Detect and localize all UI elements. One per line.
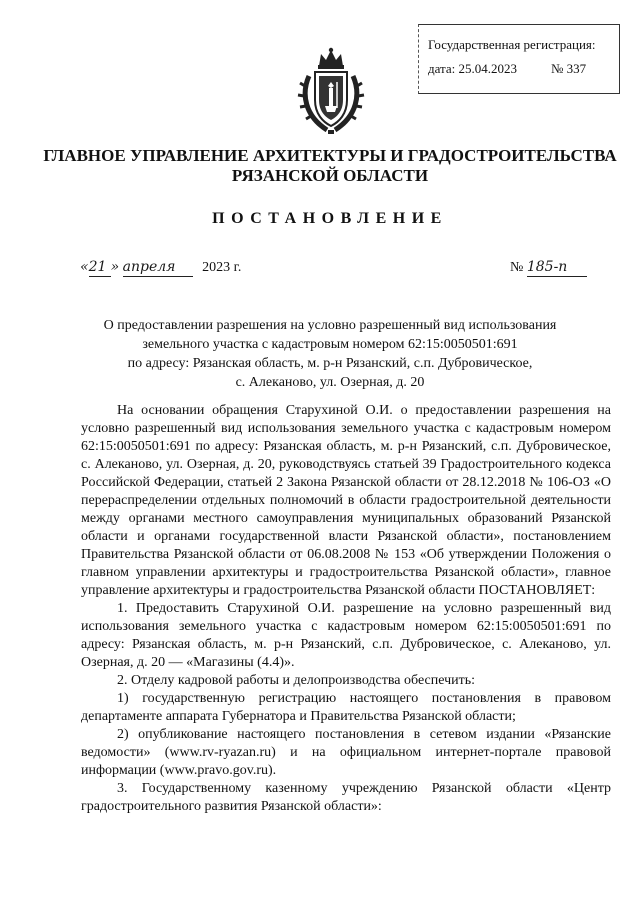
stamp-title: Государственная регистрация: [428, 37, 596, 52]
stamp-date: дата: 25.04.2023 [428, 61, 518, 76]
org-line1: ГЛАВНОЕ УПРАВЛЕНИЕ АРХИТЕКТУРЫ И ГРАДОСТРОИТЕЛЬСТВА [43, 146, 617, 165]
document-subject [60, 316, 600, 392]
handwritten-day: 21 [89, 258, 111, 277]
subject-line2: земельного участка с кадастровым номером 62:15:0050501:691 [142, 337, 518, 352]
stamp-number: № 337 [551, 61, 587, 76]
document-type: ПОСТАНОВЛЕНИЕ [212, 210, 448, 227]
document-date [80, 258, 241, 277]
subject-line3: по адресу: Рязанская область, м. р-н Рязанский, с.п. Дубровическое, [127, 356, 533, 371]
ryazan-coat-of-arms-icon [297, 46, 365, 136]
registration-stamp [418, 24, 620, 94]
paragraph-preamble: На основании обращения Старухиной О.И. о предоставлении разрешения на условно разрешенный вид использования земельного участка с кадастровым номером 62:15:0050501:691 по адресу: Рязанская область, м. р-н Рязанский, с.п. Дубровическое, с. Алеканово, ул. Озерная, д. 20, руководствуясь статьей 39 Градостроительного кодекса Российской Федерации, статьей 2 Закона Рязанской области от 28.12.2018 № 106-ОЗ «О перераспределении отдельных полномочий в области градостроительной деятельности между органами местного самоуправления муниципальных образований Рязанской области и органами государственной власти Рязанской области», постановлением Правительства Рязанской области от 06.08.2008 № 153 «Об утверждении Положения о главном управлении архитектуры и градостроительства Рязанской области», главное управление архитектуры и градостроительства Рязанской области ПОСТАНОВЛЯЕТ: [81, 403, 611, 598]
paragraph-item-2-1: 1) государственную регистрацию настоящего постановления в правовом департаменте аппарата Губернатора и Правительства Рязанской области; [81, 691, 611, 724]
paragraph-item-1: 1. Предоставить Старухиной О.И. разрешение на условно разрешенный вид использования земельного участка с кадастровым номером 62:15:0050501:691 по адресу: Рязанская область, м. р-н Рязанский, с.п. Дубровическое, с. Алеканово, ул. Озерная, д. 20 — «Магазины (4.4)». [81, 601, 611, 670]
number-prefix: № [510, 260, 524, 275]
date-open-quote: « [80, 259, 89, 275]
subject-line4: с. Алеканово, ул. Озерная, д. 20 [235, 375, 425, 390]
paragraph-item-3: 3. Государственному казенному учреждению Рязанской области «Центр градостроительного развития Рязанской области»: [81, 781, 611, 814]
subject-line1: О предоставлении разрешения на условно разрешенный вид использования [103, 318, 557, 333]
date-close-quote: » [110, 259, 120, 275]
handwritten-month: апреля [123, 258, 193, 277]
paragraph-item-2: 2. Отделу кадровой работы и делопроизводства обеспечить: [117, 673, 476, 688]
document-number [510, 258, 587, 277]
issuing-authority [40, 146, 620, 186]
handwritten-number: 185-п [527, 258, 587, 277]
document-body [81, 402, 611, 816]
paragraph-item-2-2: 2) опубликование настоящего постановления в сетевом издании «Рязанские ведомости» (www.rv-ryazan.ru) и на официальном интернет-портале правовой информации (www.pravo.gov.ru). [81, 727, 611, 778]
org-line2: РЯЗАНСКОЙ ОБЛАСТИ [231, 166, 429, 185]
date-year: 2023 г. [202, 260, 242, 275]
